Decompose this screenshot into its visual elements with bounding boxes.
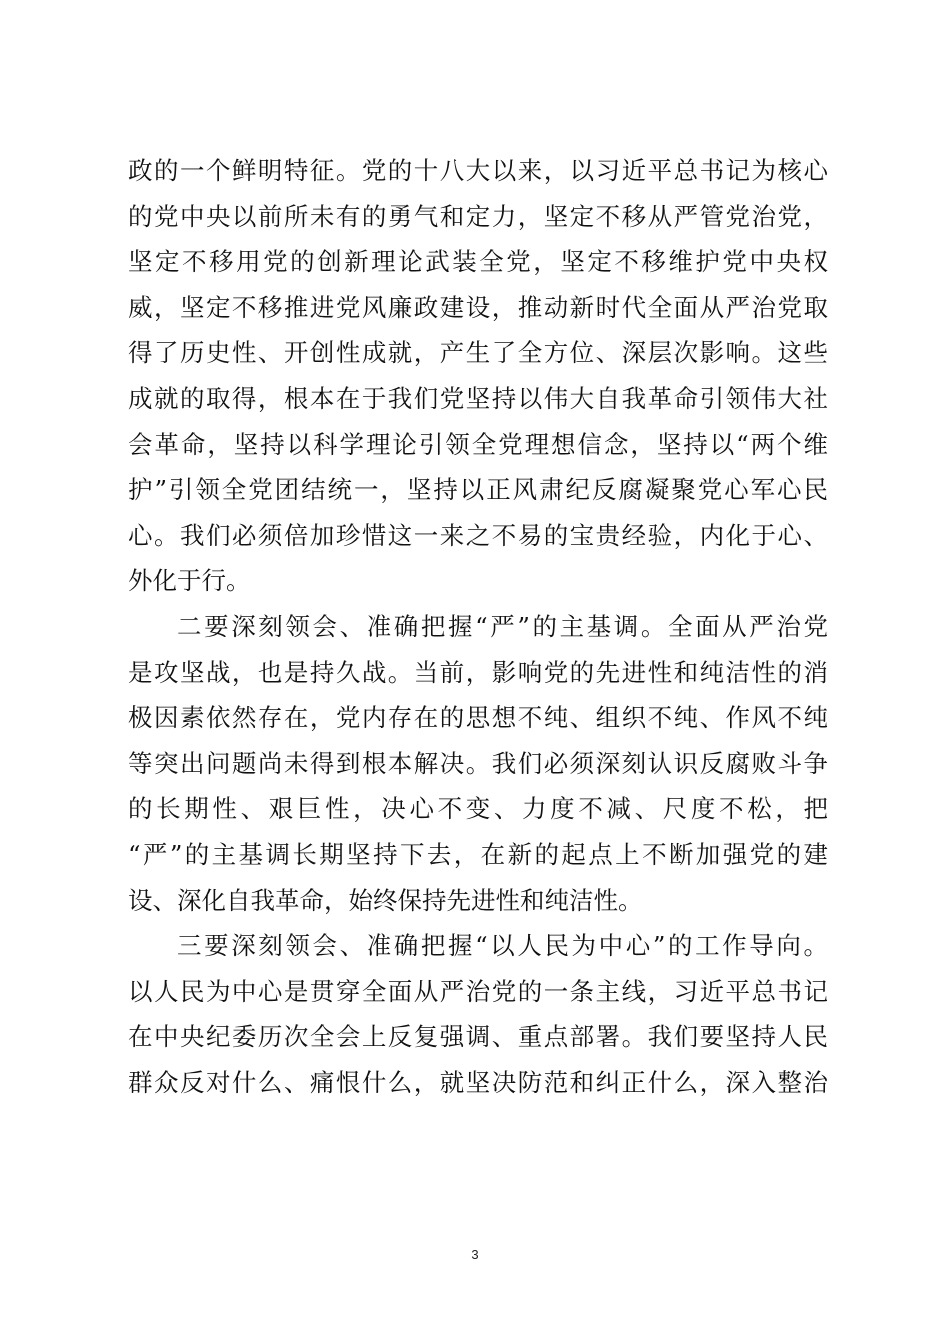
paragraph-heading-line: 二要深刻领会、准确把握“严”的主基调。全面从严治党: [177, 611, 828, 641]
text-line: 得了历史性、开创性成就，产生了全方位、深层次影响。这些: [128, 338, 828, 368]
text-line: 是攻坚战，也是持久战。当前，影响党的先进性和纯洁性的消: [128, 657, 828, 687]
text-line: “严”的主基调长期坚持下去，在新的起点上不断加强党的建: [128, 839, 828, 869]
text-line: 会革命，坚持以科学理论引领全党理想信念，坚持以“两个维: [128, 429, 828, 459]
text-line: 的长期性、艰巨性，决心不变、力度不减、尺度不松，把: [128, 794, 828, 824]
document-body: [128, 148, 828, 1105]
text-line: 等突出问题尚未得到根本解决。我们必须深刻认识反腐败斗争: [128, 748, 828, 778]
paragraph-heading-line: 三要深刻领会、准确把握“以人民为中心”的工作导向。: [177, 931, 828, 961]
page-number: 3: [471, 1247, 479, 1262]
text-line: 在中央纪委历次全会上反复强调、重点部署。我们要坚持人民: [128, 1022, 828, 1052]
text-line: 政的一个鲜明特征。党的十八大以来，以习近平总书记为核心: [128, 156, 828, 185]
text-line: 心。我们必须倍加珍惜这一来之不易的宝贵经验，内化于心、: [128, 520, 828, 550]
text-line: 设、深化自我革命，始终保持先进性和纯洁性。: [128, 885, 643, 915]
text-line: 护”引领全党团结统一，坚持以正风肃纪反腐凝聚党心军心民: [128, 475, 828, 505]
text-line: 群众反对什么、痛恨什么，就坚决防范和纠正什么，深入整治: [128, 1067, 828, 1097]
text-line: 威，坚定不移推进党风廉政建设，推动新时代全面从严治党取: [128, 292, 828, 322]
text-line: 极因素依然存在，党内存在的思想不纯、组织不纯、作风不纯: [128, 703, 828, 733]
text-line: 坚定不移用党的创新理论武装全党，坚定不移维护党中央权: [128, 247, 828, 277]
text-line: 外化于行。: [128, 566, 251, 596]
text-line: 以人民为中心是贯穿全面从严治党的一条主线，习近平总书记: [128, 976, 828, 1006]
text-line: 成就的取得，根本在于我们党坚持以伟大自我革命引领伟大社: [128, 383, 828, 413]
text-line: 的党中央以前所未有的勇气和定力，坚定不移从严管党治党，: [128, 201, 828, 231]
